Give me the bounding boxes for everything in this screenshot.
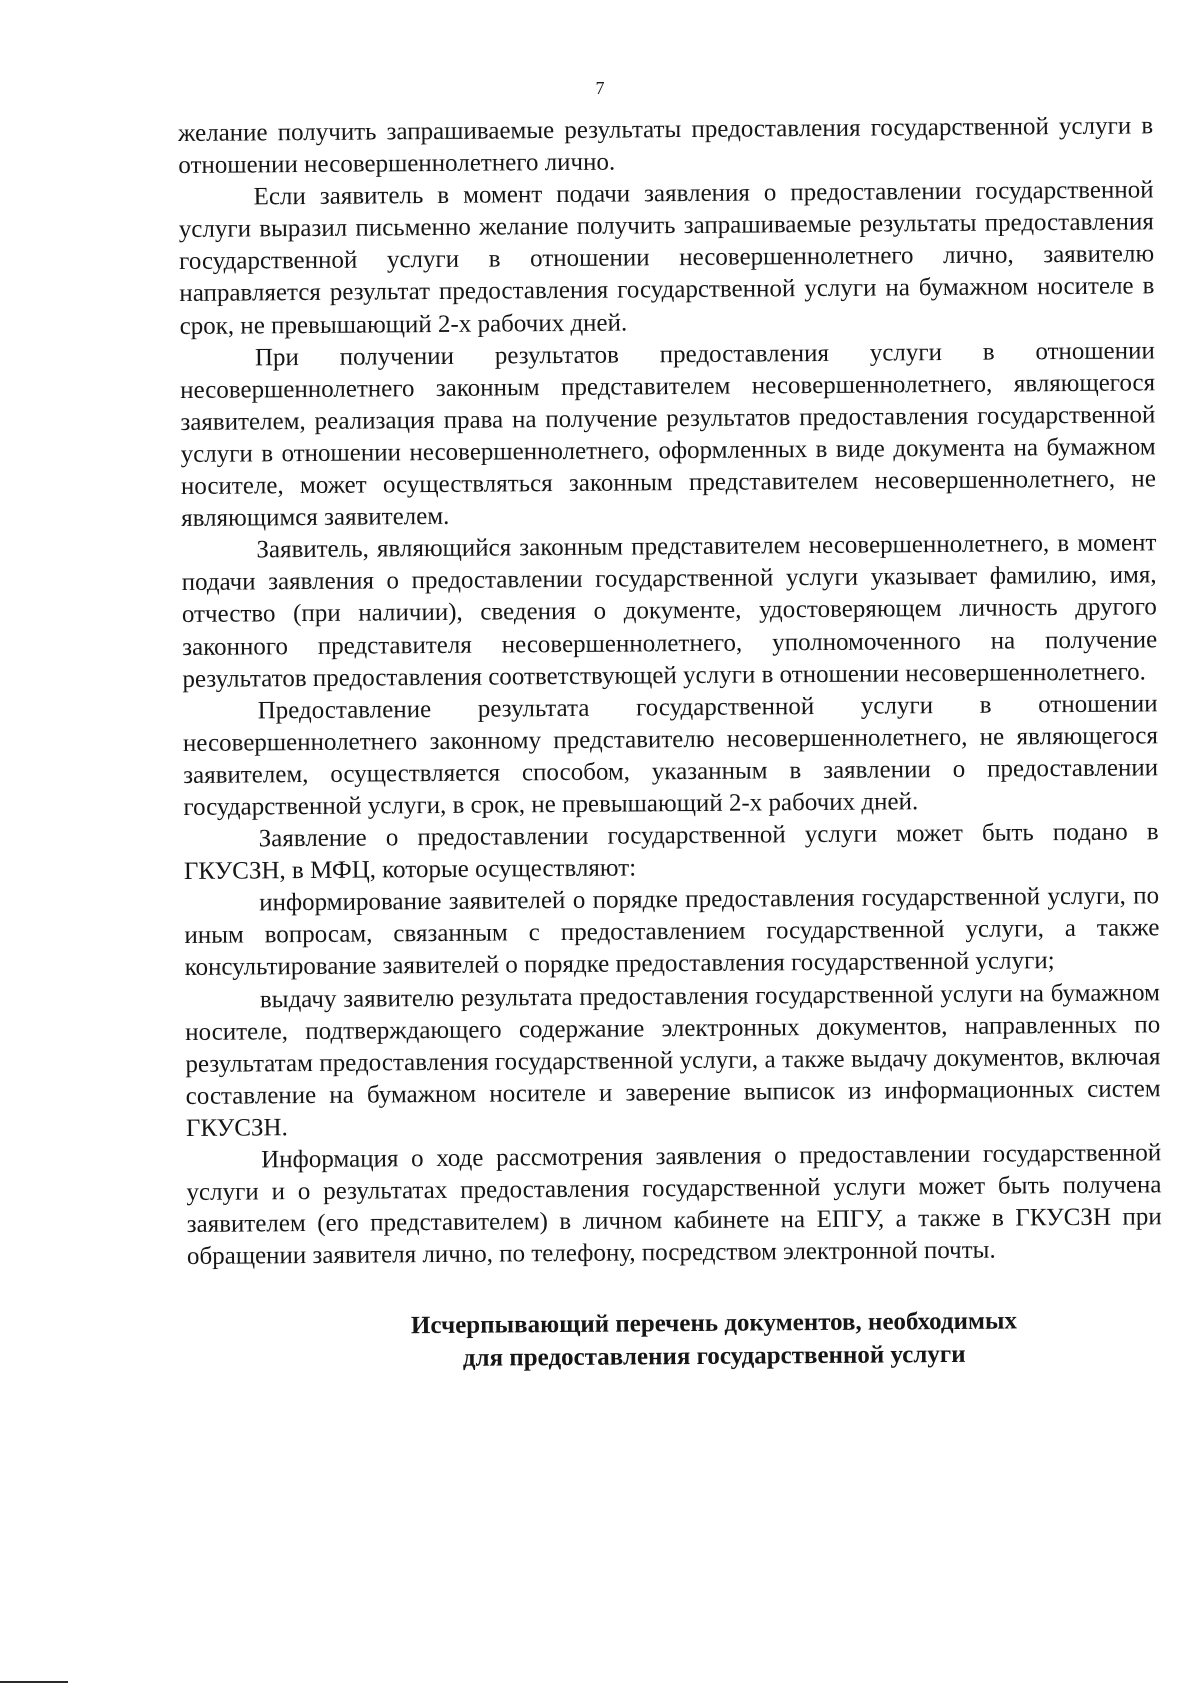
paragraph-submission-places: Заявление о предоставлении государственной услуги может быть подано в ГКУСЗН, в МФЦ, которые осуществляют: <box>183 818 1159 886</box>
margin-divider <box>0 1681 68 1683</box>
paragraph-issuance: выдачу заявителю результата предоставления государственной услуги на бумажном носителе, подтверждающего содержание электронных документов, направленных по результатам предоставления государственной услуги, а также выдачу документов, включая составление на бумажном носителе и заверение выписок из информационных систем ГКУСЗН. <box>185 978 1161 1142</box>
paragraph-representative-details: Заявитель, являющийся законным представителем несовершеннолетнего, в момент подачи заявления о предоставлении государственной услуги указывает фамилию, имя, отчество (при наличии), сведения о документе, удостоверяющем личность другого законного представителя несовершеннолетнего, уполномоченного на получение результатов предоставления соответствующей услуги в отношении несовершеннолетнего. <box>181 529 1158 693</box>
paragraph-legal-representative-receipt: При получении результатов предоставления услуги в отношении несовершеннолетнего законным представителем несовершеннолетнего, являющегося заявителем, реализация права на получение результатов предоставления государственной услуги в отношении несовершеннолетнего, оформленных в виде документа на бумажном носителе, может осуществляться законным представителем несовершеннолетнего, не являющимся заявителем. <box>180 336 1156 533</box>
paragraph-status-information: Информация о ходе рассмотрения заявления о предоставлении государственной услуги и о результатах предоставления государственной услуги может быть получена заявителем (его представителем) в личном кабинете на ЕПГУ, а также в ГКУСЗН при обращении заявителя лично, по телефону, посредством электронной почты. <box>186 1139 1162 1271</box>
section-heading-line-1: Исчерпывающий перечень документов, необходимых <box>410 1307 1018 1340</box>
page-number: 7 <box>595 78 605 98</box>
document-body <box>178 110 1163 1377</box>
paragraph-continuation: желание получить запрашиваемые результаты предоставления государственной услуги в отношении несовершеннолетнего лично. <box>178 112 1154 180</box>
section-heading-line-2: для предоставления государственной услуги <box>462 1341 966 1373</box>
paragraph-informing: информирование заявителей о порядке предоставления государственной услуги, по иным вопросам, связанным с предоставлением государственной услуги, а также консультирование заявителей о порядке предоставления государственной услуги; <box>184 882 1160 982</box>
paragraph-result-delivery: Предоставление результата государственной услуги в отношении несовершеннолетнего законному представителю несовершеннолетнего, не являющегося заявителем, осуществляется способом, указанным в заявлении о предоставлении государственной услуги, в срок, не превышающий 2-х рабочих дней. <box>182 690 1159 821</box>
paragraph-written-request: Если заявитель в момент подачи заявления о предоставлении государственной услуги выразил письменно желание получить запрашиваемые результаты предоставления государственной услуги в отношении несовершеннолетнего лично, заявителю направляется результат предоставления государственной услуги на бумажном носителе в срок, не превышающий 2-х рабочих дней. <box>178 176 1155 340</box>
section-heading <box>187 1304 1162 1378</box>
